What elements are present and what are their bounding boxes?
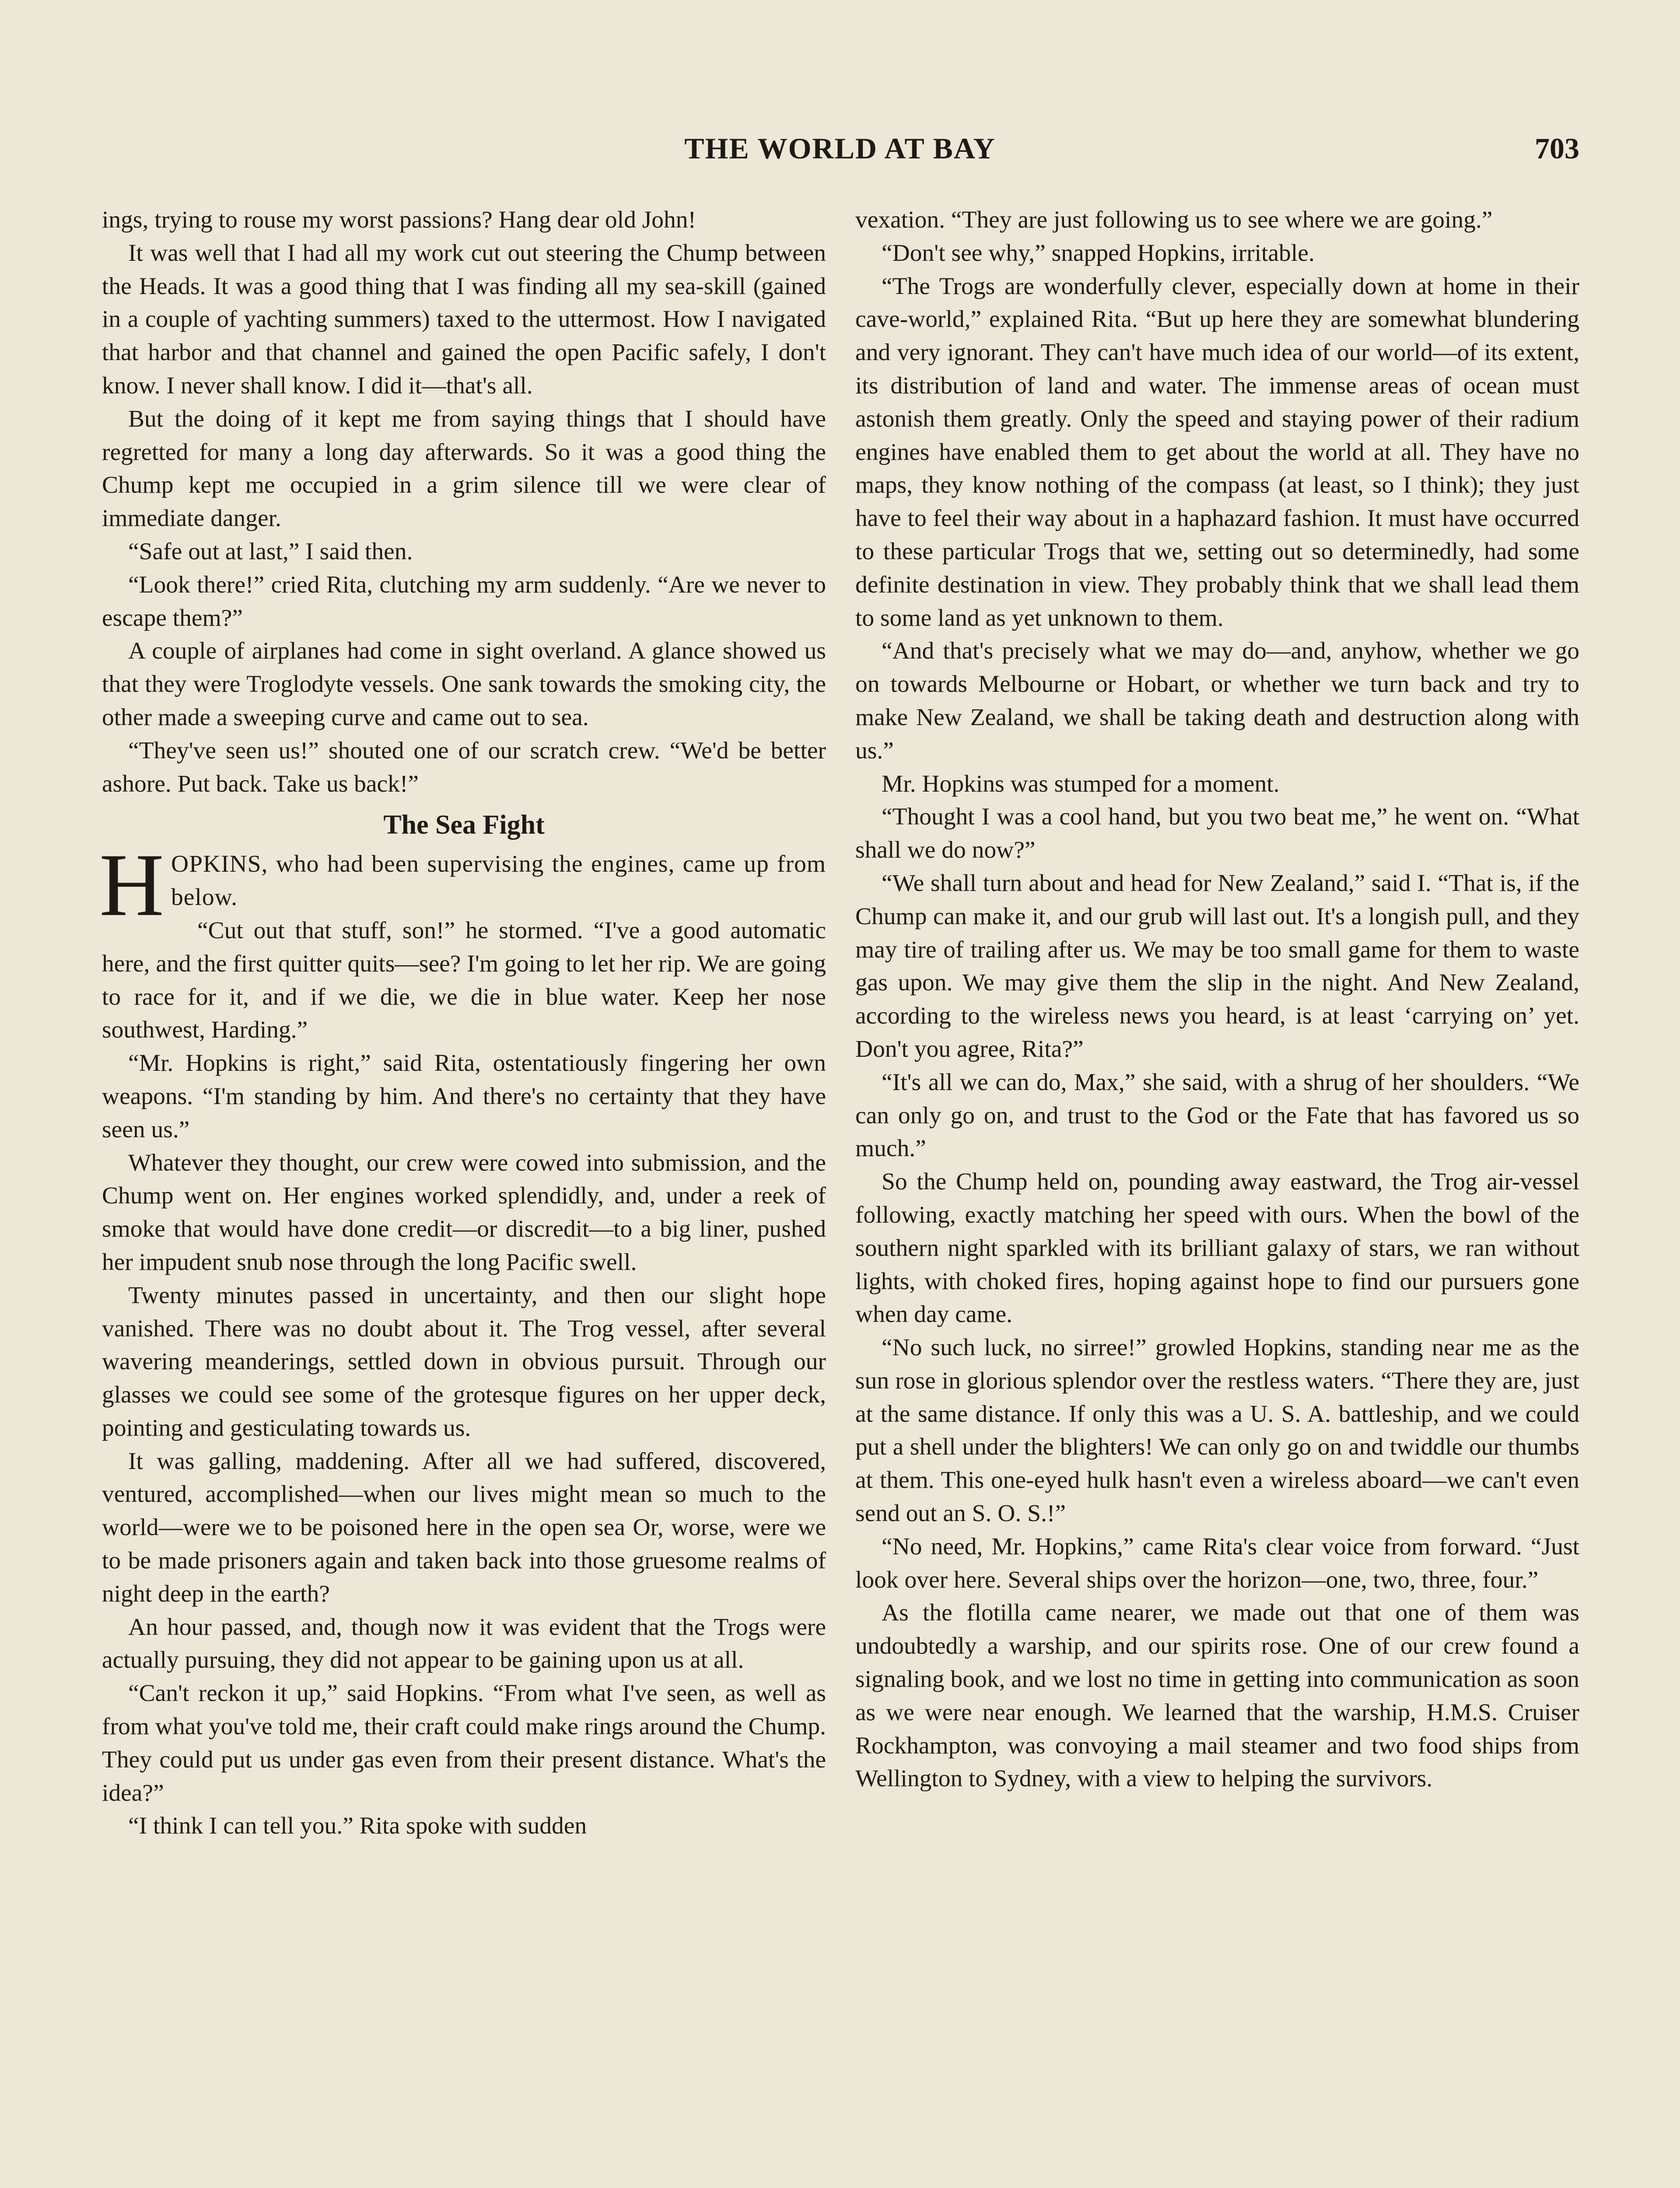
paragraph: It was well that I had all my work cut out steering the Chump between the Heads. It was a good thing that I was finding all my sea-skill (gained in a couple of yachting summers) taxed to the uttermost. How I navigated that harbor and that channel and gained the open Pacific safely, I don't know. I never shall know. I did it—that's all.: [102, 239, 826, 399]
paragraph: As the flotilla came nearer, we made out that one of them was undoubtedly a warship, and our spirits rose. One of our crew found a signaling book, and we lost no time in getting into communication as soon as we were near enough. We learned that the warship, H.M.S. Cruiser Rockhampton, was convoying a mail steamer and two food ships from Wellington to Sydney, with a view to helping the survivors.: [855, 1599, 1579, 1792]
paragraph: “It's all we can do, Max,” she said, with a shrug of her shoulders. “We can only go on, and trust to the God or the Fate that has favored us so much.”: [855, 1069, 1579, 1162]
dropcap-paragraph-text: OPKINS, who had been supervising the engines, came up from below.: [171, 851, 826, 911]
section-heading: The Sea Fight: [383, 810, 545, 840]
page-header: [101, 131, 1579, 175]
paragraph: “Can't reckon it up,” said Hopkins. “From what I've seen, as well as from what you've told me, their craft could make rings around the Chump. They could put us under gas even from their present distance. What's the idea?”: [102, 1680, 826, 1806]
running-title: THE WORLD AT BAY: [684, 132, 996, 165]
paragraph: “Don't see why,” snapped Hopkins, irritable.: [882, 239, 1315, 266]
paragraph: So the Chump held on, pounding away eastward, the Trog air-vessel following, exactly matching her speed with ours. When the bowl of the southern night sparkled with its brilliant galaxy of stars, we ran without lights, with choked fires, hoping against hope to find our pursuers gone when day came.: [855, 1168, 1579, 1328]
paragraph: “The Trogs are wonderfully clever, especially down at home in their cave-world,” explained Rita. “But up here they are somewhat blundering and very ignorant. They can't have much idea of our world—of its extent, its distribution of land and water. The immense areas of ocean must astonish them greatly. Only the speed and staying power of their radium engines have enabled them to get about the world at all. They have no maps, they know nothing of the compass (at least, so I think); they just have to feel their way about in a haphazard fashion. It must have occurred to these particular Trogs that we, setting out so determinedly, had some definite destination in view. They probably think that we shall lead them to some land as yet unknown to them.: [855, 273, 1579, 631]
paragraph: “Safe out at last,” I said then.: [128, 538, 413, 565]
paragraph: “Thought I was a cool hand, but you two beat me,” he went on. “What shall we do now?”: [855, 803, 1579, 864]
paragraph: “Cut out that stuff, son!” he stormed. “I've a good automatic here, and the first quitter quits—see? I'm going to let her rip. We are going to race for it, and if we die, we die in blue water. Keep her nose southwest, Harding.”: [102, 917, 826, 1044]
left-column: [99, 203, 826, 1843]
paragraph: Whatever they thought, our crew were cowed into submission, and the Chump went on. Her engines worked splendidly, and, under a reek of smoke that would have done credit—or discredit—to a big liner, pushed her impudent snub nose through the long Pacific swell.: [102, 1149, 826, 1276]
paragraph: Mr. Hopkins was stumped for a moment.: [882, 770, 1280, 797]
paragraph: “They've seen us!” shouted one of our scratch crew. “We'd be better ashore. Put back. Take us back!”: [102, 737, 826, 797]
paragraph: ings, trying to rouse my worst passions? Hang dear old John!: [102, 207, 696, 233]
paragraph: But the doing of it kept me from saying things that I should have regretted for many a long day afterwards. So it was a good thing the Chump kept me occupied in a grim silence till we were clear of immediate danger.: [102, 405, 826, 532]
paragraph: “Mr. Hopkins is right,” said Rita, ostentatiously fingering her own weapons. “I'm standing by him. And there's no certainty that they have seen us.”: [102, 1050, 826, 1143]
page-number: 703: [1535, 132, 1579, 165]
paragraph: “I think I can tell you.” Rita spoke with sudden: [128, 1813, 587, 1840]
paragraph: “No need, Mr. Hopkins,” came Rita's clear voice from forward. “Just look over here. Several ships over the horizon—one, two, three, four.”: [855, 1533, 1579, 1593]
paragraph: A couple of airplanes had come in sight overland. A glance showed us that they were Troglodyte vessels. One sank towards the smoking city, the other made a sweeping curve and came out to sea.: [102, 638, 826, 731]
paragraph: An hour passed, and, though now it was evident that the Trogs were actually pursuing, they did not appear to be gaining upon us at all.: [102, 1613, 826, 1674]
paragraph: vexation. “They are just following us to see where we are going.”: [855, 207, 1493, 233]
right-column: [855, 203, 1579, 1795]
paragraph: “Look there!” cried Rita, clutching my arm suddenly. “Are we never to escape them?”: [102, 571, 826, 631]
paragraph: It was galling, maddening. After all we had suffered, discovered, ventured, accomplished—when our lives might mean so much to the world—were we to be poisoned here in the open sea Or, worse, were we to be made prisoners again and taken back into those gruesome realms of night deep in the earth?: [102, 1448, 826, 1607]
paragraph: “No such luck, no sirree!” growled Hopkins, standing near me as the sun rose in glorious splendor over the restless waters. “There they are, just at the same distance. If only this was a U. S. A. battleship, and we could put a shell under the blighters! We can only go on and twiddle our thumbs at them. This one-eyed hulk hasn't even a wireless aboard—we can't even send out an S. O. S.!”: [855, 1334, 1579, 1527]
paragraph: Twenty minutes passed in uncertainty, and then our slight hope vanished. There was no doubt about it. The Trog vessel, after several wavering meanderings, settled down in obvious pursuit. Through our glasses we could see some of the grotesque figures on her upper deck, pointing and gesticulating towards us.: [102, 1282, 826, 1441]
dropcap-paragraph: [99, 835, 826, 935]
drop-cap: H: [99, 835, 164, 935]
paragraph: “We shall turn about and head for New Zealand,” said I. “That is, if the Chump can make it, and our grub will last out. It's a longish pull, and they may tire of trailing after us. We may be too small game for them to waste gas upon. We may give them the slip in the night. And New Zealand, according to the wireless news you heard, is at least ‘carrying on’ yet. Don't you agree, Rita?”: [855, 870, 1579, 1062]
paragraph: “And that's precisely what we may do—and, anyhow, whether we go on towards Melbourne or Hobart, or whether we turn back and try to make New Zealand, we shall be taking death and destruction along with us.”: [855, 638, 1579, 764]
